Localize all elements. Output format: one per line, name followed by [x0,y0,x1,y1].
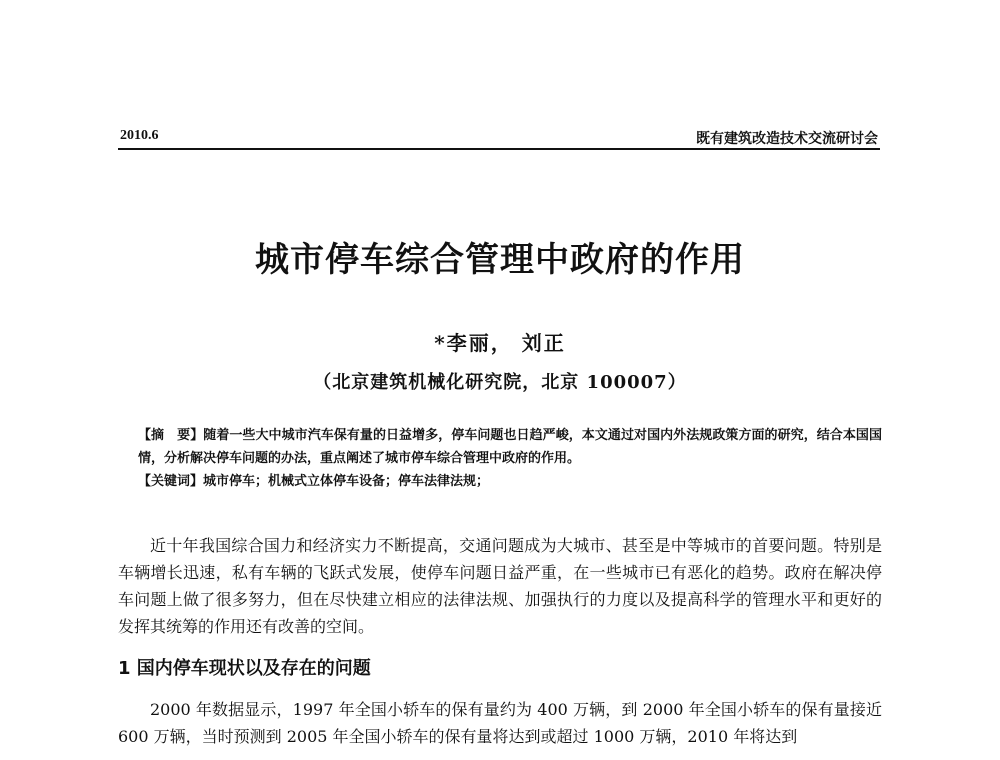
author-affiliation: （北京建筑机械化研究院，北京 100007） [313,372,687,393]
paper-authors: *李丽， 刘正 [434,331,566,355]
keywords-text: 城市停车；机械式立体停车设备；停车法律法规； [203,474,490,489]
abstract-label: 【摘 要】 [138,428,204,443]
intro-section [118,532,882,640]
abstract-text: 随着一些大中城市汽车保有量的日益增多，停车问题也日趋严峻，本文通过对国内外法规政策方面的研究，结合本国国情，分析解决停车问题的办法，重点阐述了城市停车综合管理中政府的作用。 [138,428,882,466]
section-1-body [118,696,882,750]
section-1-paragraph: 2000 年数据显示，1997 年全国小轿车的保有量约为 400 万辆，到 2000 年全国小轿车的保有量接近 600 万辆，当时预测到 2005 年全国小轿车的保有量将达到或超过 1000 万辆，2010 年将达到 [118,700,882,746]
section-heading: 1 国内停车现状以及存在的问题 [118,658,371,679]
header-divider [118,148,880,150]
keywords-label: 【关键词】 [138,474,204,489]
header-date: 2010.6 [120,128,159,143]
header-conference-name: 既有建筑改造技术交流研讨会 [696,131,878,147]
intro-paragraph: 近十年我国综合国力和经济实力不断提高，交通问题成为大城市、甚至是中等城市的首要问题。特别是车辆增长迅速，私有车辆的飞跃式发展，使停车问题日益严重，在一些城市已有恶化的趋势。政府在解决停车问题上做了很多努力，但在尽快建立相应的法律法规、加强执行的力度以及提高科学的管理水平和更好的发挥其统筹的作用还有改善的空间。 [118,536,882,636]
abstract-block [118,424,882,493]
keywords-paragraph [118,470,882,493]
paper-title: 城市停车综合管理中政府的作用 [255,240,745,280]
abstract-paragraph [118,424,882,470]
